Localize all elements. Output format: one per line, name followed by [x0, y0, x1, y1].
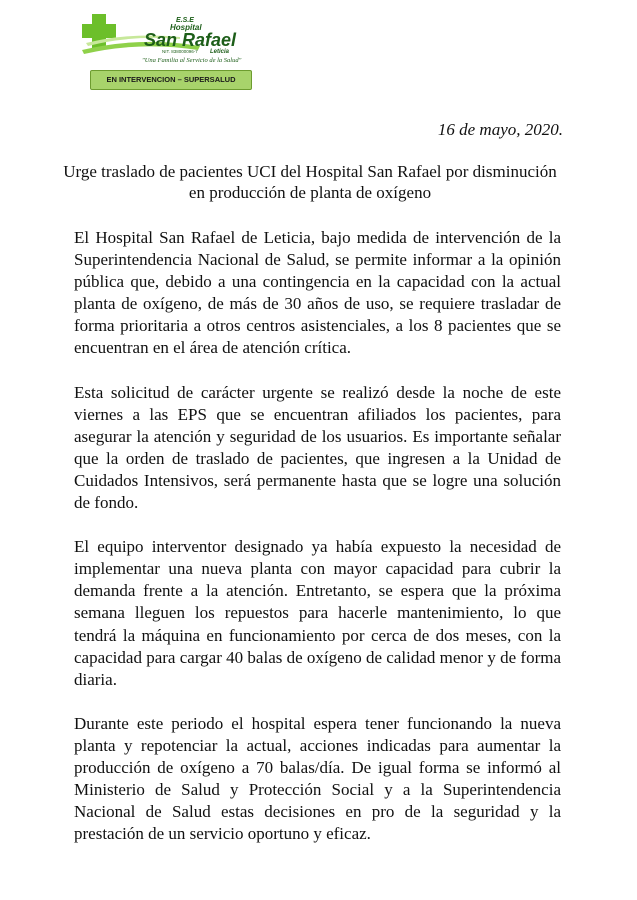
paragraph: El Hospital San Rafael de Leticia, bajo medida de intervención de la Superintendencia Nacional de Salud, se permite informar a la opinión pública que, debido a una contingencia en la capacidad con la actual planta de oxígeno, de más de 30 años de uso, se requiere trasladar de forma prioritaria a otros centros asistenciales, a los 8 pacientes que se encuentran en el área de atención crítica.	[74, 228, 561, 358]
intervention-badge: EN INTERVENCION – SUPERSALUD	[90, 70, 252, 90]
logo-hospital-text: Hospital	[170, 23, 202, 32]
hospital-logo	[80, 10, 260, 66]
paragraph: Durante este periodo el hospital espera tener funcionando la nueva planta y repotenciar la actual, acciones indicadas para aumentar la producción de oxígeno a 70 balas/día. De igual forma se informó al Ministerio de Salud y Protección Social y a la Superintendencia Nacional de Salud estas decisiones en pro de la seguridad y la prestación de un servicio oportuno y eficaz.	[74, 713, 561, 844]
logo-nit-text: NIT. 838000096-7	[162, 49, 198, 54]
document-body	[74, 227, 561, 867]
document-headline: Urge traslado de pacientes UCI del Hospital San Rafael por disminución en producción de planta de oxígeno	[63, 162, 557, 202]
logo-city-text: Leticia	[210, 49, 230, 55]
logo-name-text: San Rafael	[144, 30, 237, 50]
paragraph: El equipo interventor designado ya había expuesto la necesidad de implementar una nueva planta con mayor capacidad para cubrir la demanda frente a la atención. Entretanto, se espera que la próxima semana lleguen los repuestos para hacerle mantenimiento, lo que tendrá la máquina en funcionamiento por cerca de dos meses, con la capacidad para cargar 40 balas de oxígeno de calidad menor y de forma diaria.	[74, 537, 561, 689]
cross-horizontal-bar	[82, 24, 116, 38]
document-date: 16 de mayo, 2020.	[437, 120, 563, 139]
letterhead	[80, 10, 260, 90]
hospital-cross-logo-icon	[80, 10, 260, 66]
paragraph: Esta solicitud de carácter urgente se realizó desde la noche de este viernes a las EPS que se encuentran afiliados los pacientes, para asegurar la atención y seguridad de los usuarios. Es importante señalar que la orden de traslado de pacientes, que ingresen a la Unidad de Cuidados Intensivos, será permanente hasta que se logre una solución de fondo.	[74, 382, 561, 513]
logo-slogan-text: "Una Familia al Servicio de la Salud"	[142, 57, 242, 64]
logo-ese-text: E.S.E	[176, 17, 194, 24]
